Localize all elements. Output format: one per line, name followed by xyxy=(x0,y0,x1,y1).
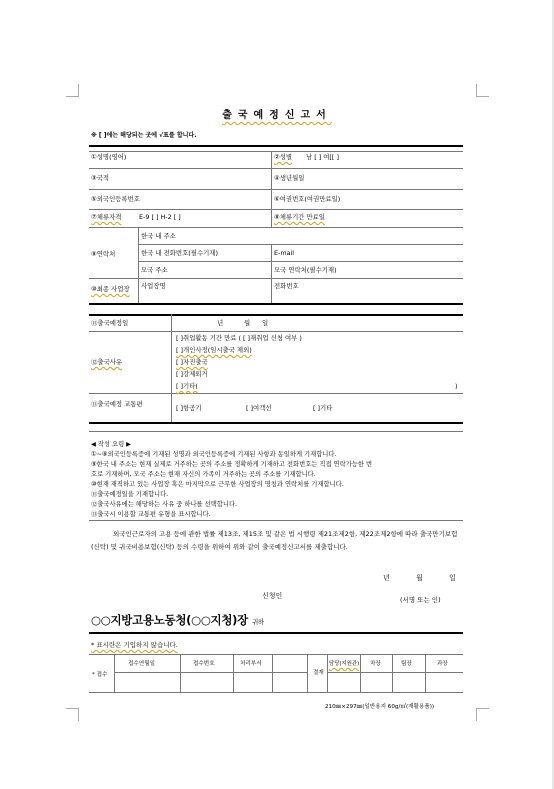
receipt-line xyxy=(327,672,463,673)
receipt-col-date: 접수연월일 xyxy=(128,661,156,667)
reason-option-other[interactable]: [ ]기타( xyxy=(176,382,198,390)
table-line xyxy=(89,151,463,152)
form-title: 출국예정신고서 xyxy=(222,110,332,121)
office-name: ○○지방고용노동청(○○지청)장 귀하 xyxy=(91,613,264,627)
label-departure-date: ⑪출국예정일 xyxy=(91,319,129,327)
table-line xyxy=(89,209,463,210)
departure-month: 월 xyxy=(244,319,251,327)
crop-mark-bottom-left xyxy=(66,708,79,721)
approval-deputy: 차장 xyxy=(370,661,381,667)
label-nationality: ③국적 xyxy=(91,174,110,182)
table-bottom-border xyxy=(89,303,463,305)
approval-manager: 과장 xyxy=(437,661,448,667)
approval-team-lead: 팀장 xyxy=(401,661,412,667)
label-domestic-phone: 한국 내 전화번호(필수기재) xyxy=(141,249,218,257)
departure-table-bottom xyxy=(89,422,463,424)
label-dob: ④생년월일 xyxy=(274,174,305,182)
seal-label: (서명 또는 인) xyxy=(400,596,441,604)
crop-mark-top-right xyxy=(476,84,489,97)
label-contact: ⑨연락처 xyxy=(91,250,116,258)
label-workplace-phone: 전화번호 xyxy=(274,282,299,290)
guide-bottom-line xyxy=(89,520,463,521)
reason-option-personal[interactable]: [ ]개인사정(임시출국 제외) xyxy=(176,346,252,354)
label-home-address: 모국 주소 xyxy=(141,266,168,274)
visa-checkboxes[interactable]: E-9 [ ] H-2 [ ] xyxy=(139,213,181,221)
receipt-col-number: 접수번호 xyxy=(193,661,215,667)
table-line xyxy=(89,227,463,228)
gender-checkboxes[interactable]: 남 [ ] 여[[ ] xyxy=(306,153,339,161)
office-divider xyxy=(89,632,463,634)
label-transport: ⑬출국예정 교통편 xyxy=(91,400,143,408)
label-reason: ⑫출국사유 xyxy=(91,358,123,366)
label-workplace-name: 사업장명 xyxy=(141,282,166,290)
reason-option-deportation[interactable]: [ ]강제퇴거 xyxy=(176,370,208,378)
label-alien-registration: ⑤외국인등록번호 xyxy=(91,195,140,203)
departure-table-top xyxy=(89,314,463,316)
label-visa: ⑦체류자격 xyxy=(91,213,122,221)
reason-option-contract-end[interactable]: [ ]취업활동 기간 만료 ( [ ]재취업 신청 여부 ) xyxy=(176,334,302,342)
form-note: ※ [ ]에는 해당되는 곳에 √표를 합니다. xyxy=(91,132,197,139)
receipt-divider xyxy=(327,654,328,692)
table-line xyxy=(89,189,463,190)
table-line xyxy=(138,244,463,245)
crop-mark-top-left xyxy=(66,84,79,97)
transport-option-ship[interactable]: [ ]여객선 xyxy=(246,404,272,412)
table-line xyxy=(89,331,463,332)
departure-day: 일 xyxy=(262,319,269,327)
guide-line: ①~⑧외국인등록증에 기재된 성명과 외국인등록증에 기재된 사항과 동일하게 기재합니다. xyxy=(91,451,337,458)
guide-top-line xyxy=(89,431,463,432)
table-line xyxy=(89,393,463,394)
paper-spec: 210㎜×297㎜(일반용지 60g/㎡(재활용품)) xyxy=(325,704,435,710)
table-top-border xyxy=(89,145,463,147)
receipt-divider xyxy=(392,654,393,692)
guide-line: 호로 기재하며, 모국 주소는 현재 자신의 가족이 거주하는 곳의 주소를 기재합니다. xyxy=(91,471,316,478)
label-home-phone: 모국 연락처(필수기재) xyxy=(274,266,337,274)
receipt-divider xyxy=(425,654,426,692)
table-divider xyxy=(138,227,139,303)
receipt-top xyxy=(89,654,463,655)
receipt-divider xyxy=(114,654,115,692)
label-gender: ②성별 xyxy=(274,153,293,161)
signature-month: 월 xyxy=(416,574,423,582)
receipt-col-dept: 처리부서 xyxy=(240,661,262,667)
table-divider xyxy=(171,314,172,422)
transport-option-airplane[interactable]: [ ]항공기 xyxy=(176,404,202,412)
receipt-row-label: * 접수 xyxy=(92,672,108,678)
applicant-label: 신청인 xyxy=(262,592,283,600)
reason-other-close: ) xyxy=(455,382,458,390)
label-workplace: ⑩최종 사업장 xyxy=(91,285,130,293)
table-line xyxy=(138,261,463,262)
label-domestic-address: 한국 내 주소 xyxy=(141,232,176,240)
receipt-line xyxy=(114,672,307,673)
writing-guide xyxy=(91,440,463,520)
departure-year: 년 xyxy=(217,319,224,327)
label-name: ①성명(영어) xyxy=(91,153,127,161)
crop-mark-bottom-right xyxy=(476,708,489,721)
receipt-divider xyxy=(360,654,361,692)
receipt-divider xyxy=(233,654,234,692)
label-stay-period: ⑧체류기간 만료일 xyxy=(274,213,325,221)
signature-day: 일 xyxy=(449,574,456,582)
guide-line: ⑩현재 재직하고 있는 사업장 혹은 마지막으로 근무한 사업장의 명칭과 연락처를 기재합니다. xyxy=(91,481,344,488)
guide-line: ⑪출국예정일을 기재합니다. xyxy=(91,491,169,498)
guide-line: ⑨한국 내 주소는 현재 실제로 거주하는 곳의 주소를 정확하게 기재하고 전화번호는 직접 연락가능한 번 xyxy=(91,461,373,468)
receipt-divider xyxy=(272,654,273,692)
table-line xyxy=(89,278,463,279)
table-line xyxy=(89,168,463,169)
guide-header: ◀ 작성 요령 ▶ xyxy=(91,441,132,448)
receipt-col-approval: 결재 xyxy=(313,670,324,676)
label-email: E-mail xyxy=(274,249,295,257)
receipt-divider xyxy=(307,654,308,692)
receipt-divider xyxy=(180,654,181,692)
table-divider xyxy=(271,244,272,303)
reason-option-voluntary[interactable]: [ ]자진출국 xyxy=(176,358,208,366)
transport-option-other[interactable]: [ ]기타 xyxy=(313,404,333,412)
declaration-text: 외국인근로자의 고용 등에 관한 법률 제13조, 제15조 및 같은 법 시행령 제21조제2항, 제22조제2항에 따라 출국만기보험(신탁) 및 귀국비용보험(신탁) 등의 수령을 위하여 위와 같이 출국예정신고서를 제출합니다. xyxy=(91,530,458,551)
receipt-bottom xyxy=(89,692,463,693)
guide-line: ⑫출국사유에는 해당하는 사유 중 하나를 선택합니다. xyxy=(91,501,238,508)
office-note: * 표시란은 기입하지 않습니다. xyxy=(91,641,178,649)
signature-year: 년 xyxy=(383,574,390,582)
table-divider xyxy=(271,151,272,227)
approval-staff: 담당(지원관) xyxy=(329,661,360,667)
guide-line: ⑬출국시 이용할 교통편 유형을 표시합니다. xyxy=(91,511,211,518)
label-passport: ⑥여권번호(여권만료일) xyxy=(274,195,341,203)
